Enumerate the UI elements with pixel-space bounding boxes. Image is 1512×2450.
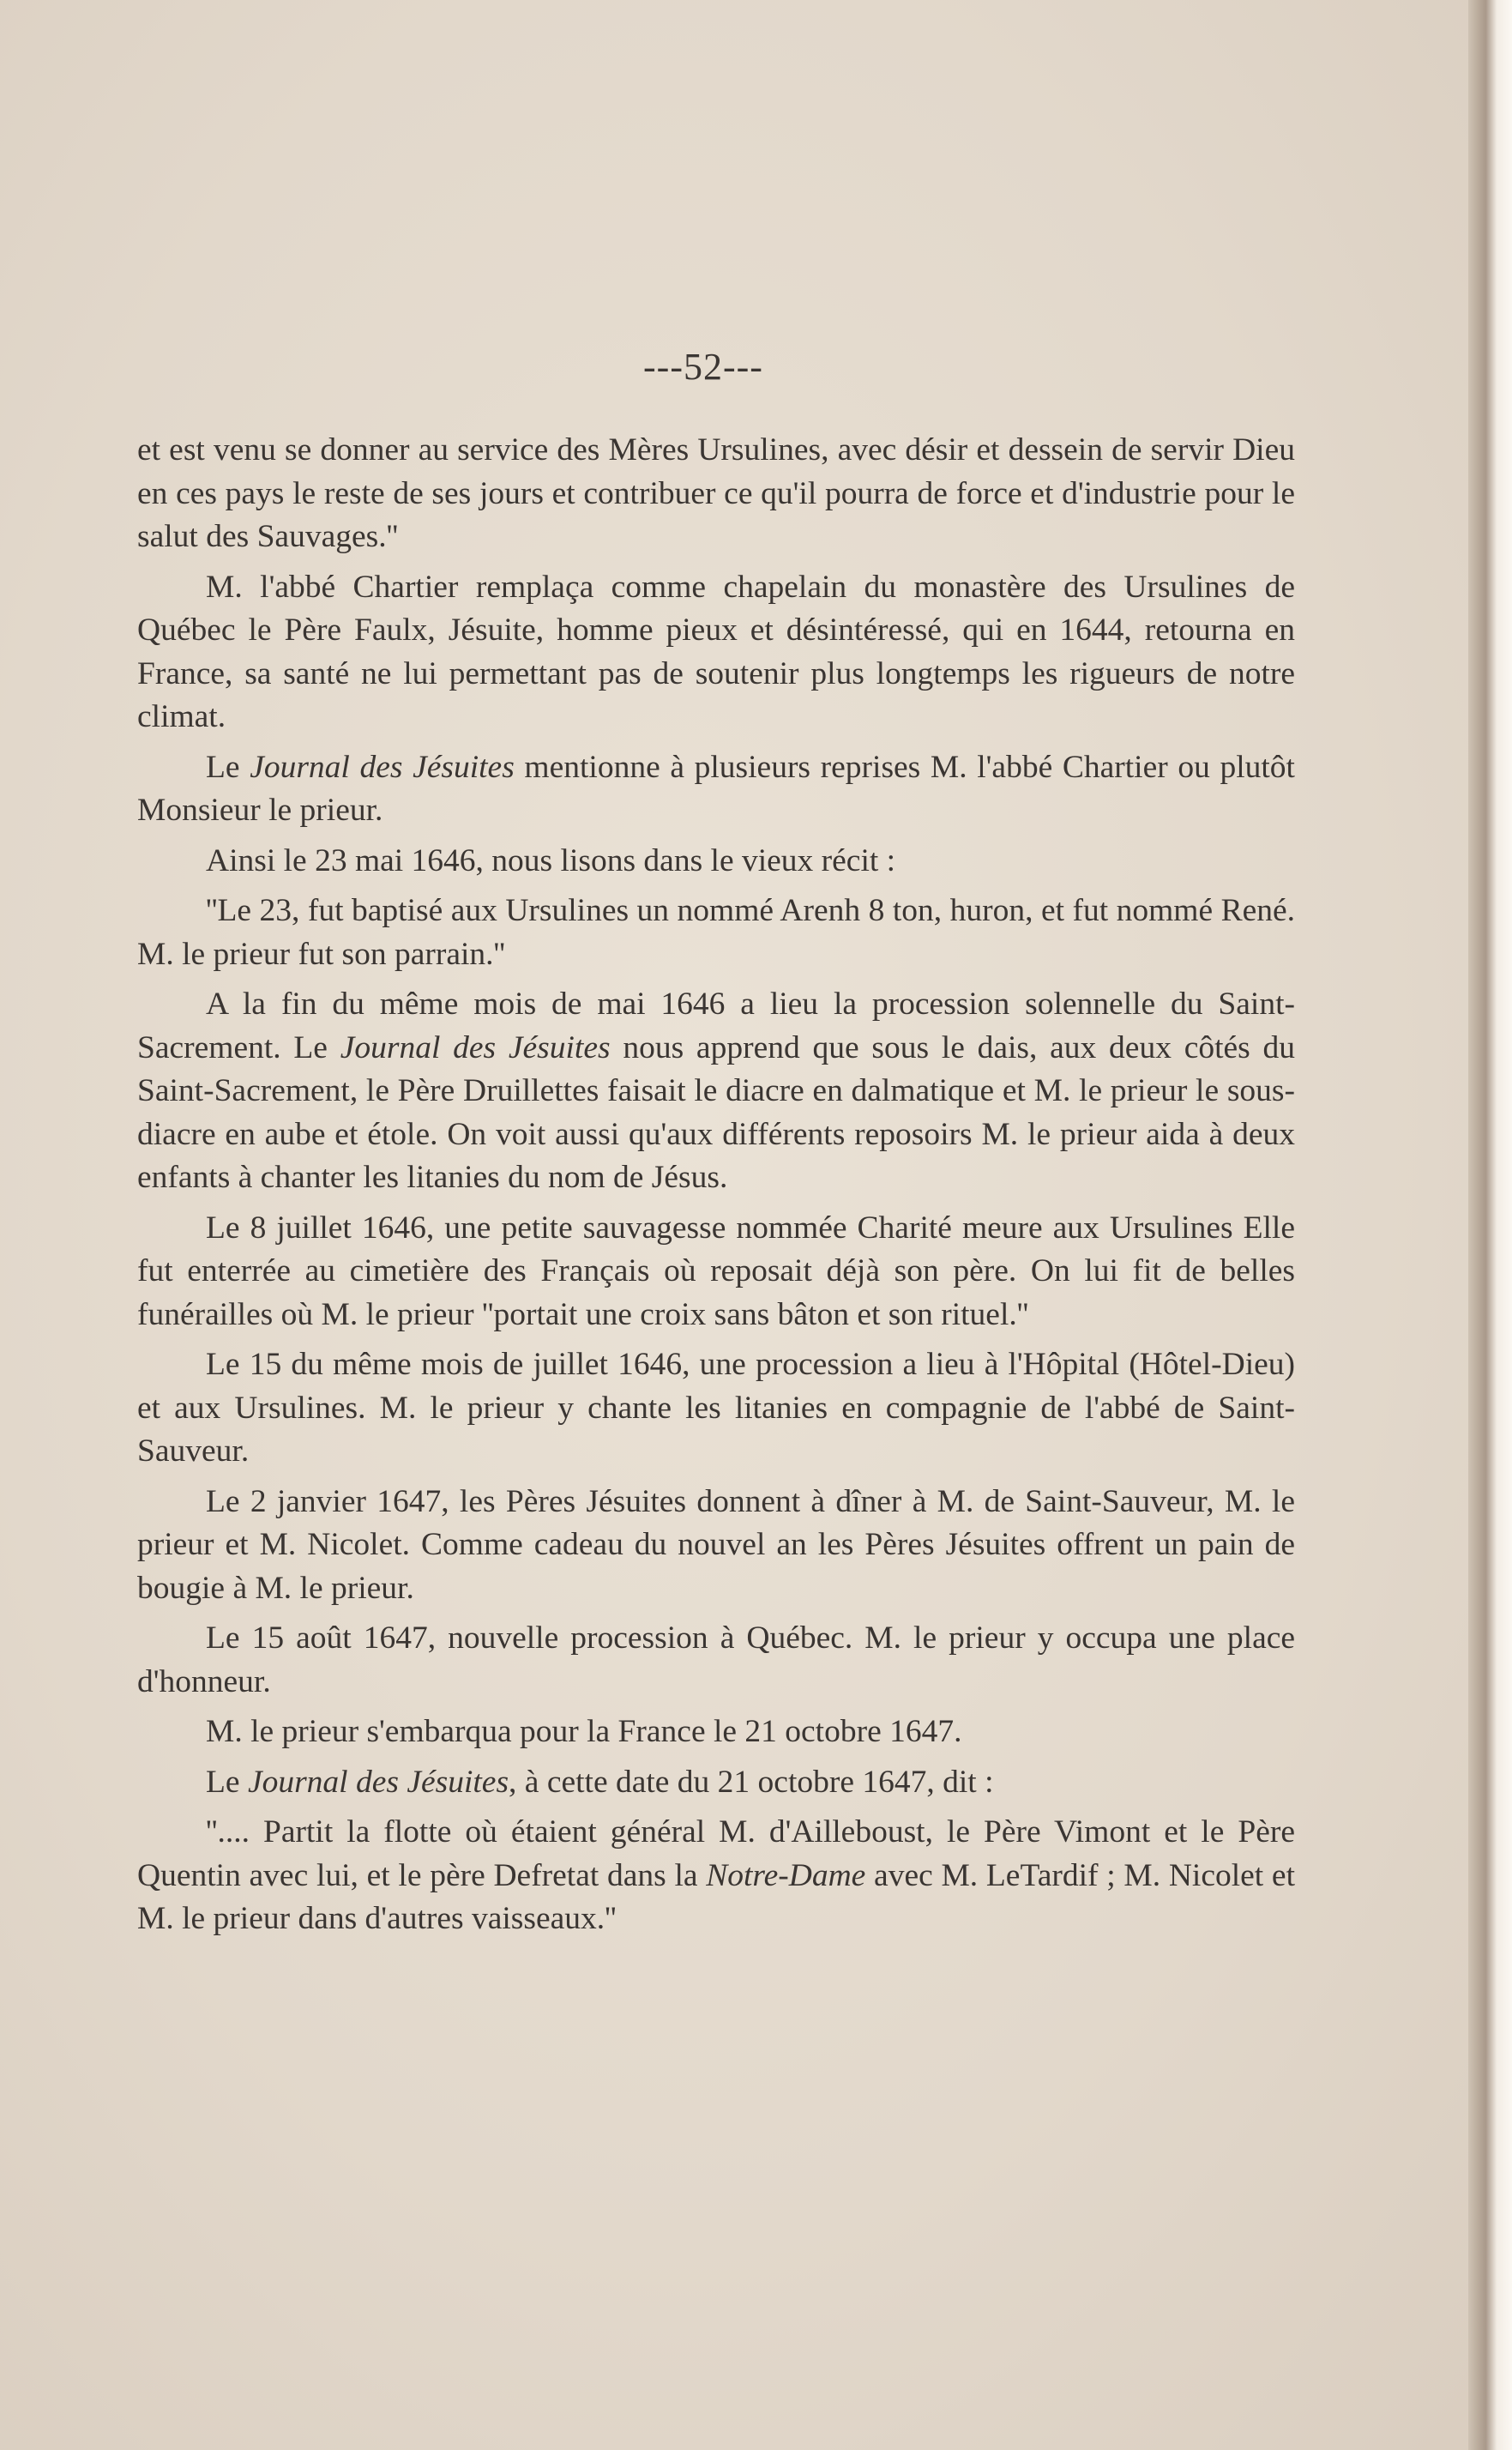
text-run: A la fin du même mois de mai 1646 a lieu la procession solennelle du Saint-Sacrement. Le bbox=[137, 987, 1295, 1065]
text-run: mentionne à plusieurs reprises M. l'abbé Chartier ou plutôt Monsieur le prieur. bbox=[137, 749, 1295, 828]
text-run: ''.... Partit la flotte où étaient général M. d'Ailleboust, le Père Vimont et le Père Quentin avec lui, et le père Defretat dans la bbox=[137, 1814, 1295, 1893]
text-run: Le 2 janvier 1647, les Pères Jésuites donnent à dîner à M. de Saint-Sauveur, M. le prieur et M. Nicolet. Comme cadeau du nouvel an les Pères Jésuites offrent un pain de bougie à M. le prieur. bbox=[137, 1483, 1295, 1606]
text-run: Ainsi le 23 mai 1646, nous lisons dans le vieux récit : bbox=[206, 842, 896, 878]
text-run: Le bbox=[206, 749, 250, 785]
paragraph bbox=[137, 1711, 1295, 1754]
paragraph bbox=[137, 1481, 1295, 1611]
paragraph bbox=[137, 1617, 1295, 1704]
italic-title: Journal des Jésuites bbox=[340, 1029, 611, 1065]
body-text bbox=[137, 429, 1295, 1948]
text-run: Le bbox=[206, 1764, 248, 1800]
paragraph bbox=[137, 890, 1295, 976]
paragraph bbox=[137, 746, 1295, 833]
paragraph bbox=[137, 1207, 1295, 1337]
text-run: nous apprend que sous le dais, aux deux côtés du Saint-Sacrement, le Père Druillettes faisait le diacre en dalmatique et M. le prieur le sous-diacre en aube et étole. On voit aussi qu'aux différents reposoirs M. le prieur aida à deux enfants à chanter les litanies du nom de Jésus. bbox=[137, 1029, 1296, 1195]
text-run: Le 15 du même mois de juillet 1646, une procession a lieu à l'Hôpital (Hôtel-Dieu) et aux Ursulines. M. le prieur y chante les litanies en compagnie de l'abbé de Saint-Sauveur. bbox=[137, 1347, 1295, 1469]
text-run: et est venu se donner au service des Mères Ursulines, avec désir et dessein de servir Dieu en ces pays le reste de ses jours et contribuer ce qu'il pourra de force et d'industrie pour le salut des Sauvages.'' bbox=[137, 432, 1295, 554]
paragraph bbox=[137, 1811, 1295, 1941]
text-run: avec M. LeTardif ; M. Nicolet et M. le prieur dans d'autres vaisseaux.'' bbox=[137, 1857, 1295, 1936]
text-run: M. le prieur s'embarqua pour la France le 21 octobre 1647. bbox=[206, 1714, 962, 1749]
paragraph bbox=[137, 983, 1295, 1200]
paragraph bbox=[137, 429, 1295, 559]
paragraph bbox=[137, 840, 1295, 884]
page-number: ---52--- bbox=[643, 346, 763, 388]
paragraph bbox=[137, 566, 1295, 739]
page-edge bbox=[1468, 0, 1512, 2450]
italic-title: Journal des Jésuites bbox=[247, 1764, 509, 1800]
text-run: Le 15 août 1647, nouvelle procession à Québec. M. le prieur y occupa une place d'honneur. bbox=[137, 1620, 1295, 1699]
paragraph bbox=[137, 1343, 1295, 1474]
text-run: Le 8 juillet 1646, une petite sauvagesse nommée Charité meure aux Ursulines Elle fut enterrée au cimetière des Français où reposait déjà son père. On lui fit de belles funérailles où M. le prieur ''portait une croix sans bâton et son rituel.'' bbox=[137, 1210, 1295, 1332]
text-run: ''Le 23, fut baptisé aux Ursulines un nommé Arenh 8 ton, huron, et fut nommé René. M. le prieur fut son parrain.'' bbox=[137, 893, 1295, 972]
italic-title: Notre-Dame bbox=[706, 1857, 866, 1893]
text-run: M. l'abbé Chartier remplaça comme chapelain du monastère des Ursulines de Québec le Père Faulx, Jésuite, homme pieux et désintéressé, qui en 1644, retourna en France, sa santé ne lui permettant pas de soutenir plus longtemps les rigueurs de notre climat. bbox=[137, 569, 1295, 734]
text-run: , à cette date du 21 octobre 1647, dit : bbox=[509, 1764, 994, 1800]
paragraph bbox=[137, 1761, 1295, 1805]
italic-title: Journal des Jésuites bbox=[250, 749, 515, 785]
